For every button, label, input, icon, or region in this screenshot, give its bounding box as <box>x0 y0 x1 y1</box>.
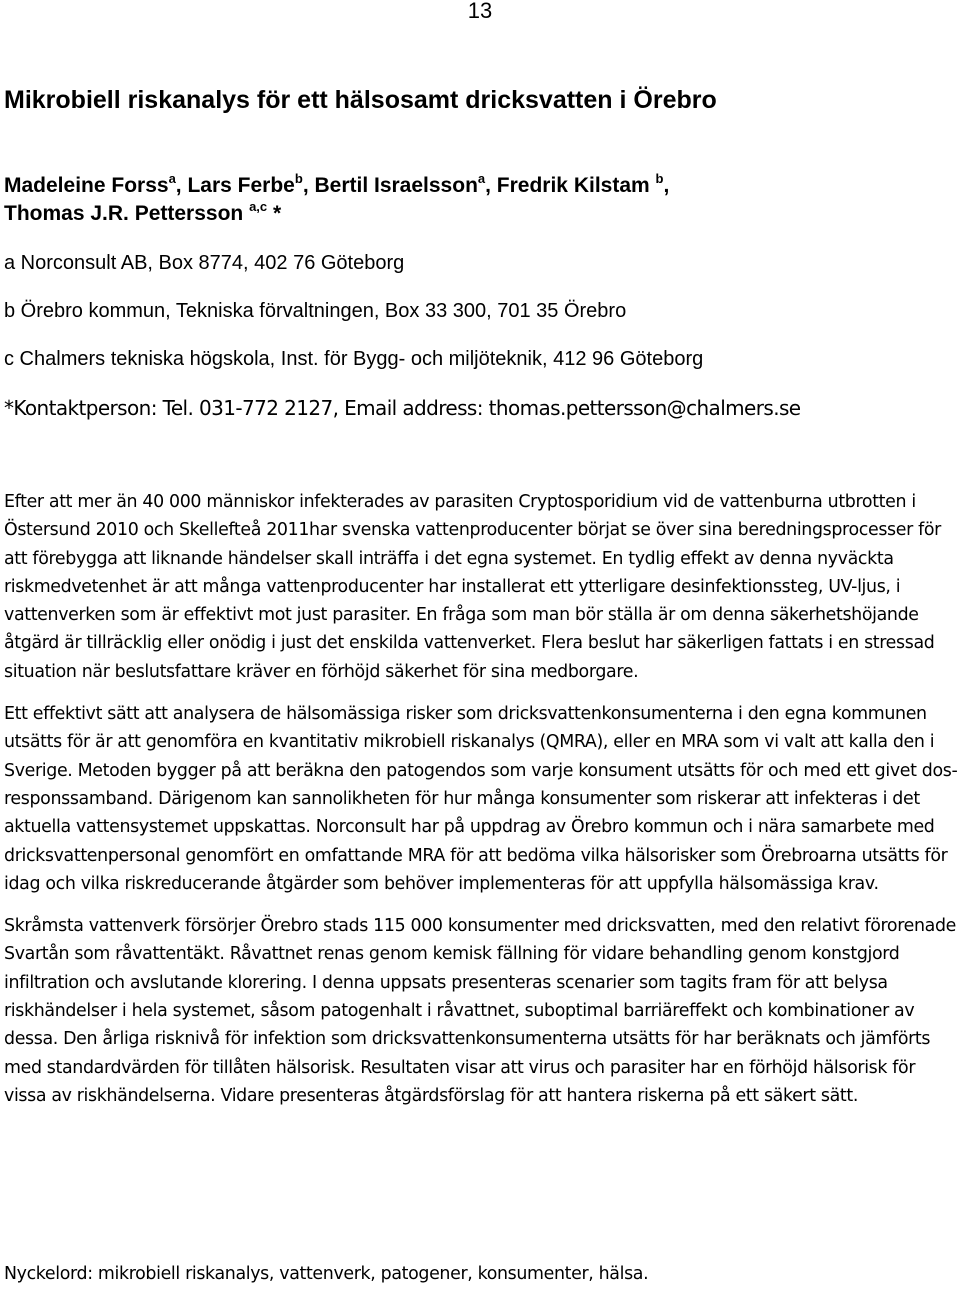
author-name: Fredrik Kilstam <box>496 174 650 197</box>
author-name: Thomas J.R. Pettersson <box>4 202 244 225</box>
author-separator: , <box>175 174 188 197</box>
affiliation-a: a Norconsult AB, Box 8774, 402 76 Göteborg <box>4 252 405 274</box>
author-affiliation-mark: b <box>294 171 303 186</box>
author-name: Bertil Israelsson <box>314 174 478 197</box>
author-name: Madeleine Forss <box>4 174 169 197</box>
affiliation-c: c Chalmers tekniska högskola, Inst. för Bygg- och miljöteknik, 412 96 Göteborg <box>4 348 704 370</box>
contact-line: *Kontaktperson: Tel. 031-772 2127, Email address: thomas.pettersson@chalmers.se <box>4 396 801 420</box>
author-affiliation-mark: a <box>168 171 176 186</box>
author-affiliation-mark: a,c <box>249 199 268 214</box>
author-separator: , <box>485 174 497 197</box>
paper-title: Mikrobiell riskanalys för ett hälsosamt dricksvatten i Örebro <box>4 86 717 114</box>
abstract-paragraph: Skråmsta vattenverk försörjer Örebro stads 115 000 konsumenter med dricksvatten, med den relativt förorenade Svartån som råvattentäkt. Råvattnet renas genom kemisk fällning för vidare behandling genom konstgjord infiltration och avslutande klorering. I denna uppsats presenteras scenarier som tagits fram för att belysa riskhändelser i hela systemet, såsom patogenhalt i råvattnet, suboptimal barriäreffekt och kombinationer av dessa. Den årliga risknivå för infektion som dricksvattenkonsumenterna utsätts för har beräknats och jämförts med standardvärden för tillåten hälsorisk. Resultaten visar att virus och parasiter har en förhöjd hälsorisk för vissa av riskhändelserna. Vidare presenteras åtgärdsförslag för att hantera riskerna på ett säkert sätt. <box>4 916 957 1106</box>
author-affiliation-mark: a <box>477 171 486 186</box>
abstract <box>4 488 958 1124</box>
page-number: 13 <box>467 0 493 23</box>
keywords: Nyckelord: mikrobiell riskanalys, vattenverk, patogener, konsumenter, hälsa. <box>4 1264 649 1284</box>
author-affiliation-mark: b <box>655 171 664 186</box>
abstract-paragraph: Efter att mer än 40 000 människor infekterades av parasiten Cryptosporidium vid de vattenburna utbrotten i Östersund 2010 och Skellefteå 2011har svenska vattenproducenter börjat se över sina beredningsprocesser för att förebygga att liknande händelser skall inträffa i det egna systemet. En tydlig effekt av denna nyväckta riskmedvetenhet är att många vattenproducenter har installerat ett ytterligare desinfektionssteg, UV-ljus, i vattenverken som är effektivt mot just parasiter. En fråga som man bör ställa är om denna säkerhetshöjande åtgärd är tillräcklig eller onödig i just det enskilda vattenverket. Flera beslut har säkerligen fattats i en stressad situation när beslutsfattare kräver en förhöjd säkerhet för sina medborgare. <box>4 492 941 682</box>
author-name: Lars Ferbe <box>187 174 295 197</box>
author-list <box>4 172 944 228</box>
author-separator: * <box>267 202 282 225</box>
author-separator: , <box>302 174 315 197</box>
affiliation-b: b Örebro kommun, Tekniska förvaltningen, Box 33 300, 701 35 Örebro <box>4 300 627 322</box>
author-separator: , <box>663 174 670 197</box>
abstract-paragraph: Ett effektivt sätt att analysera de hälsomässiga risker som dricksvattenkonsumenterna i den egna kommunen utsätts för är att genomföra en kvantitativ mikrobiell riskanalys (QMRA), eller en MRA som vi valt att kalla den i Sverige. Metoden bygger på att beräkna den patogendos som varje konsument utsätts för och med ett givet dos-responssamband. Därigenom kan sannolikheten för hur många konsumenter som riskerar att infekteras i det aktuella vattensystemet uppskattas. Norconsult har på uppdrag av Örebro kommun och i nära samarbete med dricksvattenpersonal genomfört en omfattande MRA för att bedöma vilka hälsorisker som Örebroarna utsätts för idag och vilka riskreducerande åtgärder som behöver implementeras för att uppfylla hälsomässiga krav. <box>4 704 958 894</box>
